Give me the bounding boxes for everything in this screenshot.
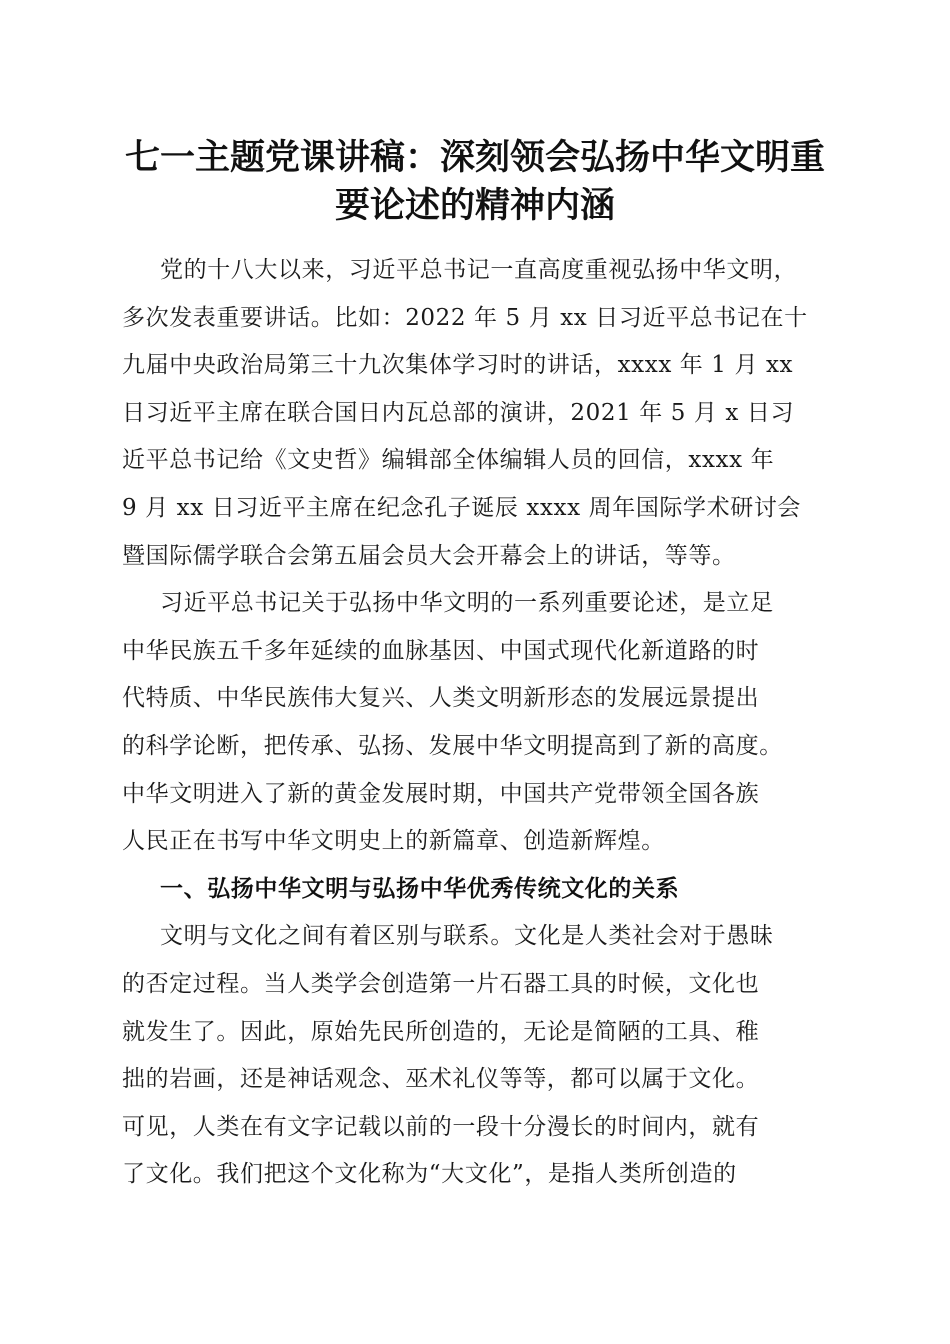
paragraph-1: [122, 247, 834, 580]
title-line-1: 七一主题党课讲稿：深刻领会弘扬中华文明重: [124, 137, 825, 178]
text-line: 拙的岩画，还是神话观念、巫术礼仪等等，都可以属于文化。: [122, 1066, 760, 1093]
text-line: 多次发表重要讲话。比如：2022 年 5 月 xx 日习近平总书记在十: [122, 304, 808, 331]
text-line: 可见，人类在有文字记载以前的一段十分漫长的时间内，就有: [122, 1113, 760, 1140]
text-line: 中华民族五千多年延续的血脉基因、中国式现代化新道路的时: [122, 637, 760, 664]
document-title: [100, 134, 850, 230]
text-line: 中华文明进入了新的黄金发展时期，中国共产党带领全国各族: [122, 780, 760, 807]
text-line: 近平总书记给《文史哲》编辑部全体编辑人员的回信，xxxx 年: [122, 447, 775, 474]
text-line: 日习近平主席在联合国日内瓦总部的演讲，2021 年 5 月 x 日习: [122, 399, 795, 426]
text-line: 党的十八大以来，习近平总书记一直高度重视弘扬中华文明，: [160, 257, 798, 283]
paragraph-3: [122, 913, 834, 1199]
paragraph-2: [122, 580, 834, 866]
text-line: 九届中央政治局第三十九次集体学习时的讲话，xxxx 年 1 月 xx: [122, 352, 794, 379]
text-line: 人民正在书写中华文明史上的新篇章、创造新辉煌。: [122, 828, 665, 855]
document-body: [122, 247, 834, 1199]
text-line: 了文化。我们把这个文化称为“大文化”，是指人类所创造的: [122, 1161, 737, 1188]
text-line: 习近平总书记关于弘扬中华文明的一系列重要论述，是立足: [160, 590, 774, 617]
text-line: 9 月 xx 日习近平主席在纪念孔子诞辰 xxxx 周年国际学术研讨会: [122, 494, 802, 521]
section-heading-1: 一、弘扬中华文明与弘扬中华优秀传统文化的关系: [160, 875, 680, 902]
text-line: 暨国际儒学联合会第五届会员大会开幕会上的讲话，等等。: [122, 542, 736, 569]
text-line: 的科学论断，把传承、弘扬、发展中华文明提高到了新的高度。: [122, 732, 783, 759]
text-line: 就发生了。因此，原始先民所创造的，无论是简陋的工具、稚: [122, 1018, 760, 1045]
text-line: 的否定过程。当人类学会创造第一片石器工具的时候，文化也: [122, 970, 760, 997]
text-line: 代特质、中华民族伟大复兴、人类文明新形态的发展远景提出: [122, 685, 760, 712]
title-line-2: 要论述的精神内涵: [334, 185, 615, 226]
text-line: 文明与文化之间有着区别与联系。文化是人类社会对于愚昧: [160, 923, 774, 950]
